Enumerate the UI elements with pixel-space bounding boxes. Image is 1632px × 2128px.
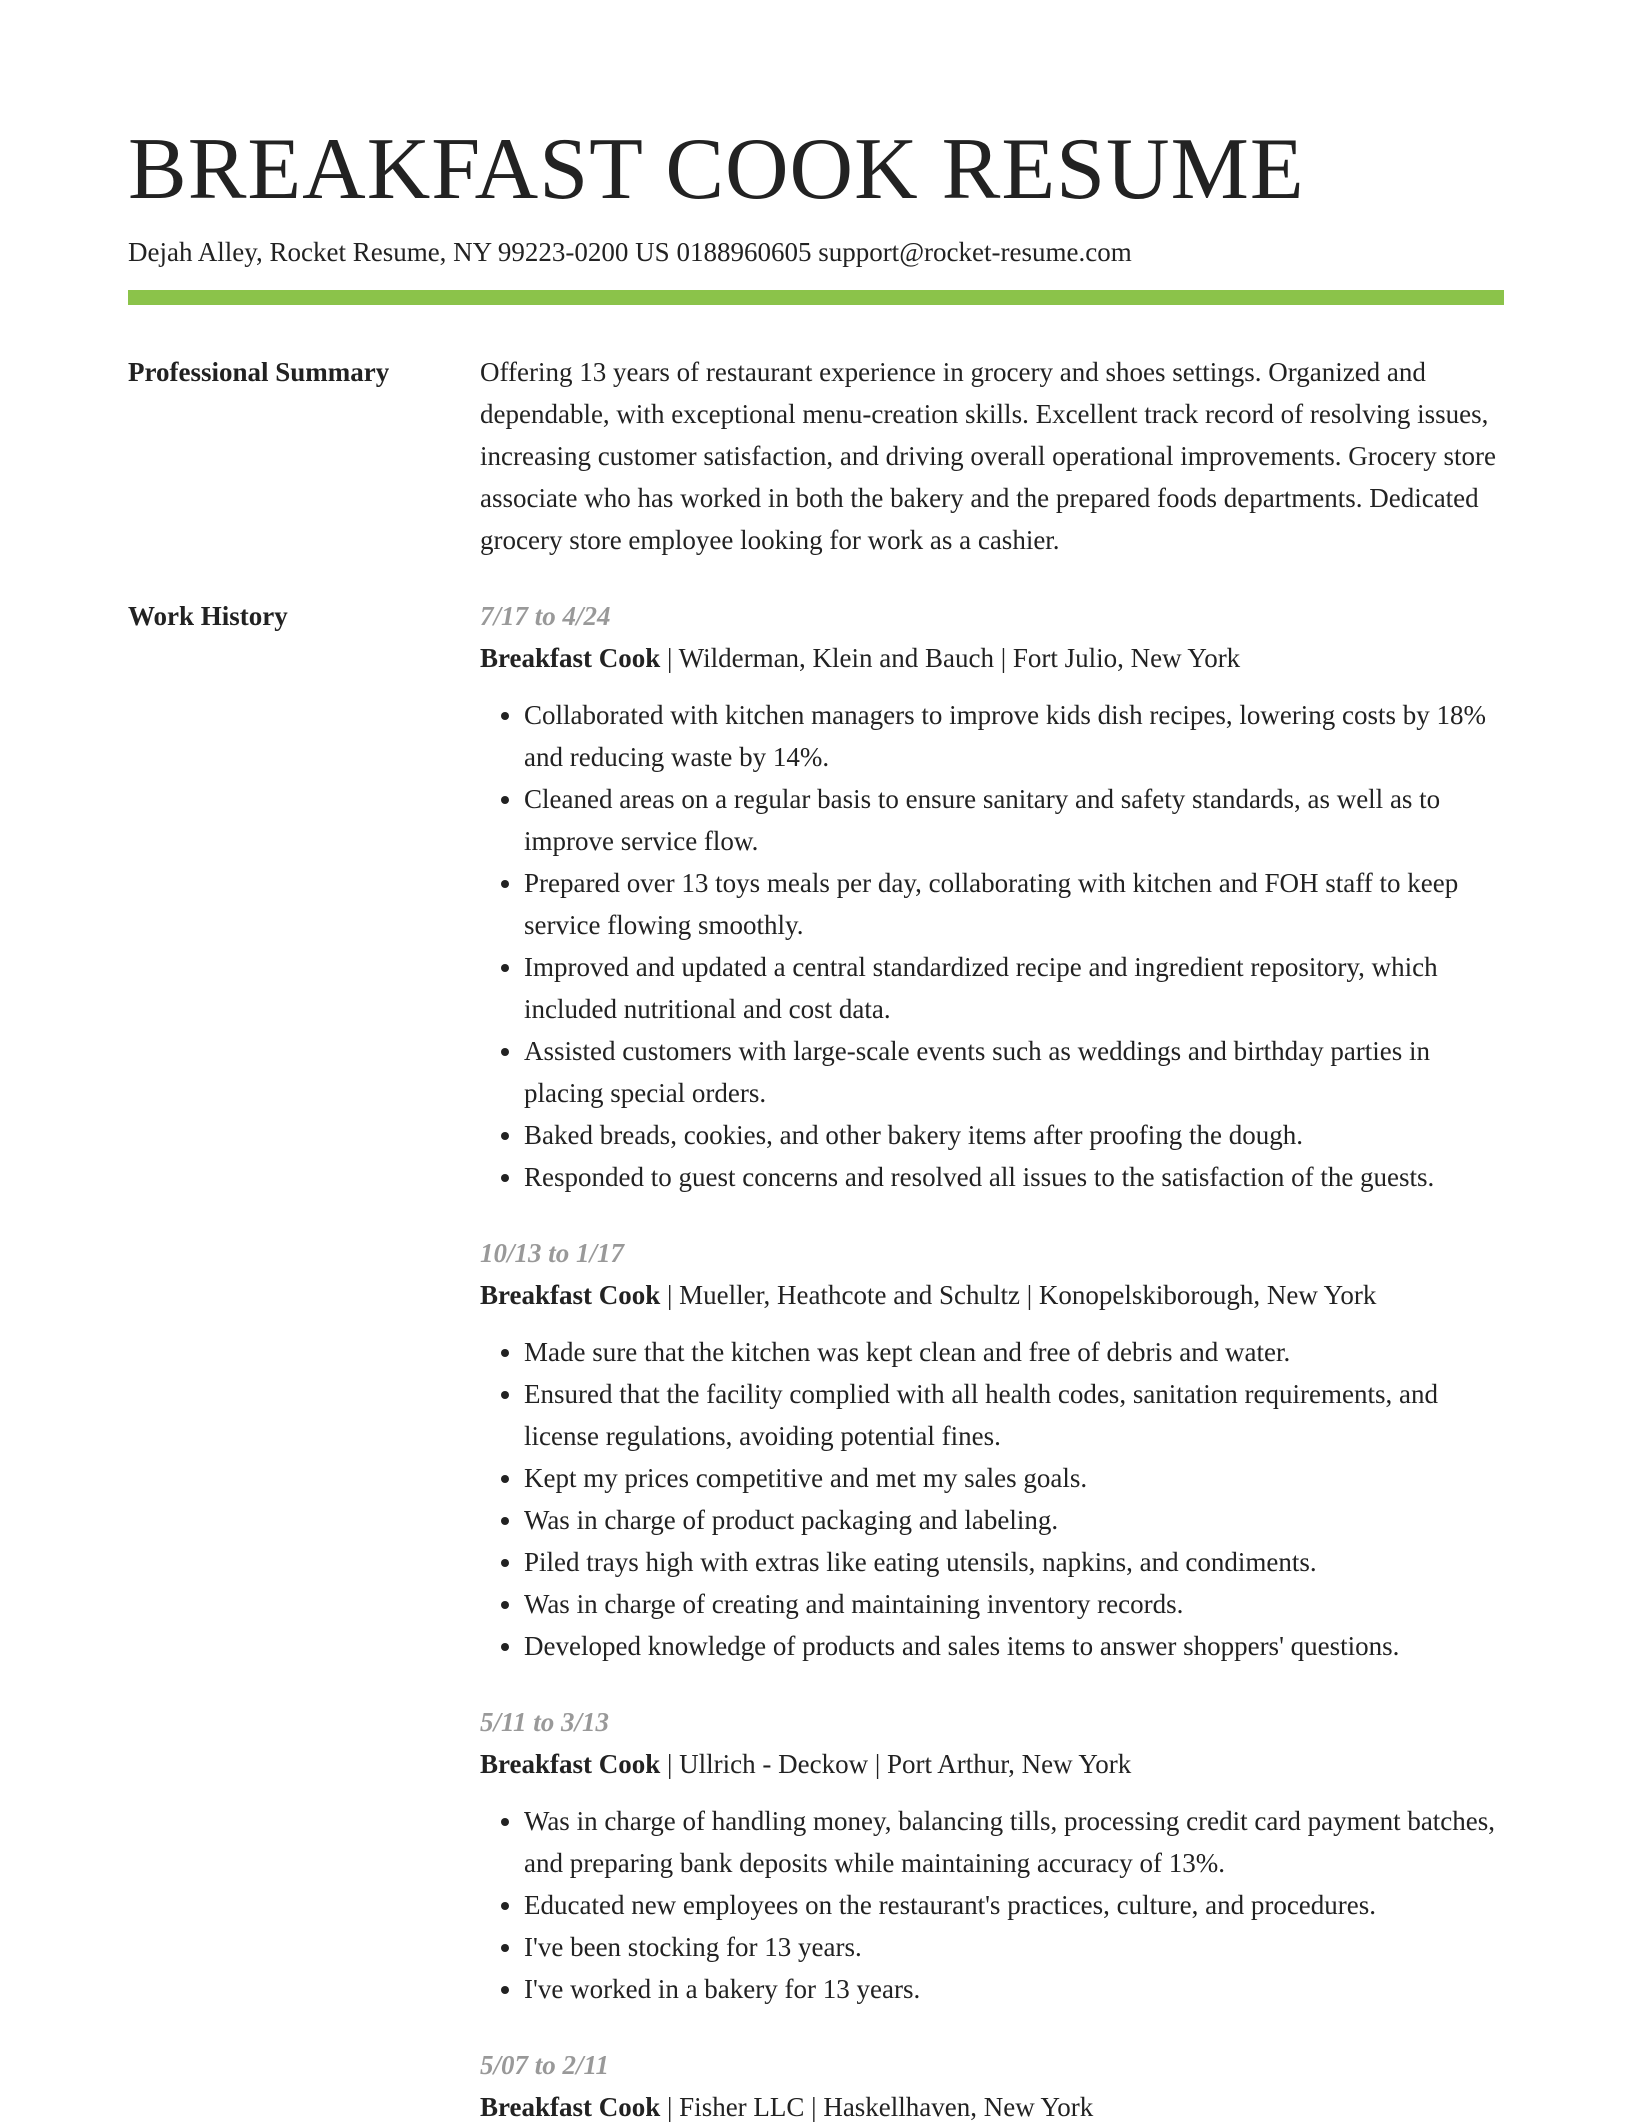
summary-section [128,351,1504,561]
job-entry [480,2044,1504,2128]
job-position [480,1743,1504,1785]
work-history-section [128,595,1504,2128]
contact-separator: , [255,237,270,267]
job-dates: 10/13 to 1/17 [480,1238,625,1268]
job-role: Breakfast Cook [480,1280,661,1310]
job-dates: 5/11 to 3/13 [480,1707,610,1737]
contact-address: Rocket Resume, NY 99223-0200 US [269,237,670,267]
job-bullet: • Was in charge of creating and maintaining inventory records. [524,1583,1504,1625]
job-bullet: • Collaborated with kitchen managers to improve kids dish recipes, lowering costs by 18% and reducing waste by 14%. [524,694,1504,778]
job-dates: 5/07 to 2/11 [480,2050,610,2080]
job-bullet-list [480,1331,1504,1667]
job-employer-location: | Ullrich - Deckow | Port Arthur, New York [660,1749,1132,1779]
job-role: Breakfast Cook [480,1749,661,1779]
job-bullet: • Baked breads, cookies, and other bakery items after proofing the dough. [524,1114,1504,1156]
job-bullet: • Made sure that the kitchen was kept clean and free of debris and water. [524,1331,1504,1373]
job-list [480,595,1504,2128]
job-bullet: • Developed knowledge of products and sales items to answer shoppers' questions. [524,1625,1504,1667]
job-bullet: • Piled trays high with extras like eating utensils, napkins, and condiments. [524,1541,1504,1583]
accent-divider [128,290,1504,305]
job-bullet-list [480,1800,1504,2010]
job-bullet: • Responded to guest concerns and resolved all issues to the satisfaction of the guests. [524,1156,1504,1198]
job-bullet: • Assisted customers with large-scale events such as weddings and birthday parties in placing special orders. [524,1030,1504,1114]
job-bullet: • Prepared over 13 toys meals per day, collaborating with kitchen and FOH staff to keep service flowing smoothly. [524,862,1504,946]
job-entry [480,1232,1504,1667]
summary-label: Professional Summary [128,357,390,387]
job-bullet: • Ensured that the facility complied with all health codes, sanitation requirements, and license regulations, avoiding potential fines. [524,1373,1504,1457]
job-bullet: • Educated new employees on the restaurant's practices, culture, and procedures. [524,1884,1504,1926]
contact-line [128,234,1504,270]
job-bullet: • Cleaned areas on a regular basis to ensure sanitary and safety standards, as well as to improve service flow. [524,778,1504,862]
job-bullet: • Kept my prices competitive and met my sales goals. [524,1457,1504,1499]
job-role: Breakfast Cook [480,2092,661,2122]
job-position [480,637,1504,679]
job-bullet: • I've worked in a bakery for 13 years. [524,1968,1504,2010]
job-bullet: • Was in charge of product packaging and labeling. [524,1499,1504,1541]
work-history-label: Work History [128,601,288,631]
resume-title: BREAKFAST COOK RESUME [128,121,1305,218]
job-role: Breakfast Cook [480,643,661,673]
job-entry [480,1701,1504,2010]
job-dates: 7/17 to 4/24 [480,601,611,631]
job-employer-location: | Mueller, Heathcote and Schultz | Konopelskiborough, New York [660,1280,1377,1310]
job-bullet: • Improved and updated a central standardized recipe and ingredient repository, which included nutritional and cost data. [524,946,1504,1030]
resume-page [128,120,1504,2128]
job-position [480,2086,1504,2128]
summary-text: Offering 13 years of restaurant experience in grocery and shoes settings. Organized and dependable, with exceptional menu-creation skills. Excellent track record of resolving issues, increasing customer satisfaction, and driving overall operational improvements. Grocery store associate who has worked in both the bakery and the prepared foods departments. Dedicated grocery store employee looking for work as a cashier. [480,357,1496,555]
job-position [480,1274,1504,1316]
contact-name: Dejah Alley [128,237,256,267]
job-bullet-list [480,694,1504,1198]
contact-phone: 0188960605 [676,237,812,267]
job-entry [480,595,1504,1198]
contact-email: support@rocket-resume.com [818,237,1132,267]
job-bullet: • Was in charge of handling money, balancing tills, processing credit card payment batches, and preparing bank deposits while maintaining accuracy of 13%. [524,1800,1504,1884]
job-employer-location: | Fisher LLC | Haskellhaven, New York [660,2092,1094,2122]
job-bullet: • I've been stocking for 13 years. [524,1926,1504,1968]
job-employer-location: | Wilderman, Klein and Bauch | Fort Julio, New York [660,643,1241,673]
